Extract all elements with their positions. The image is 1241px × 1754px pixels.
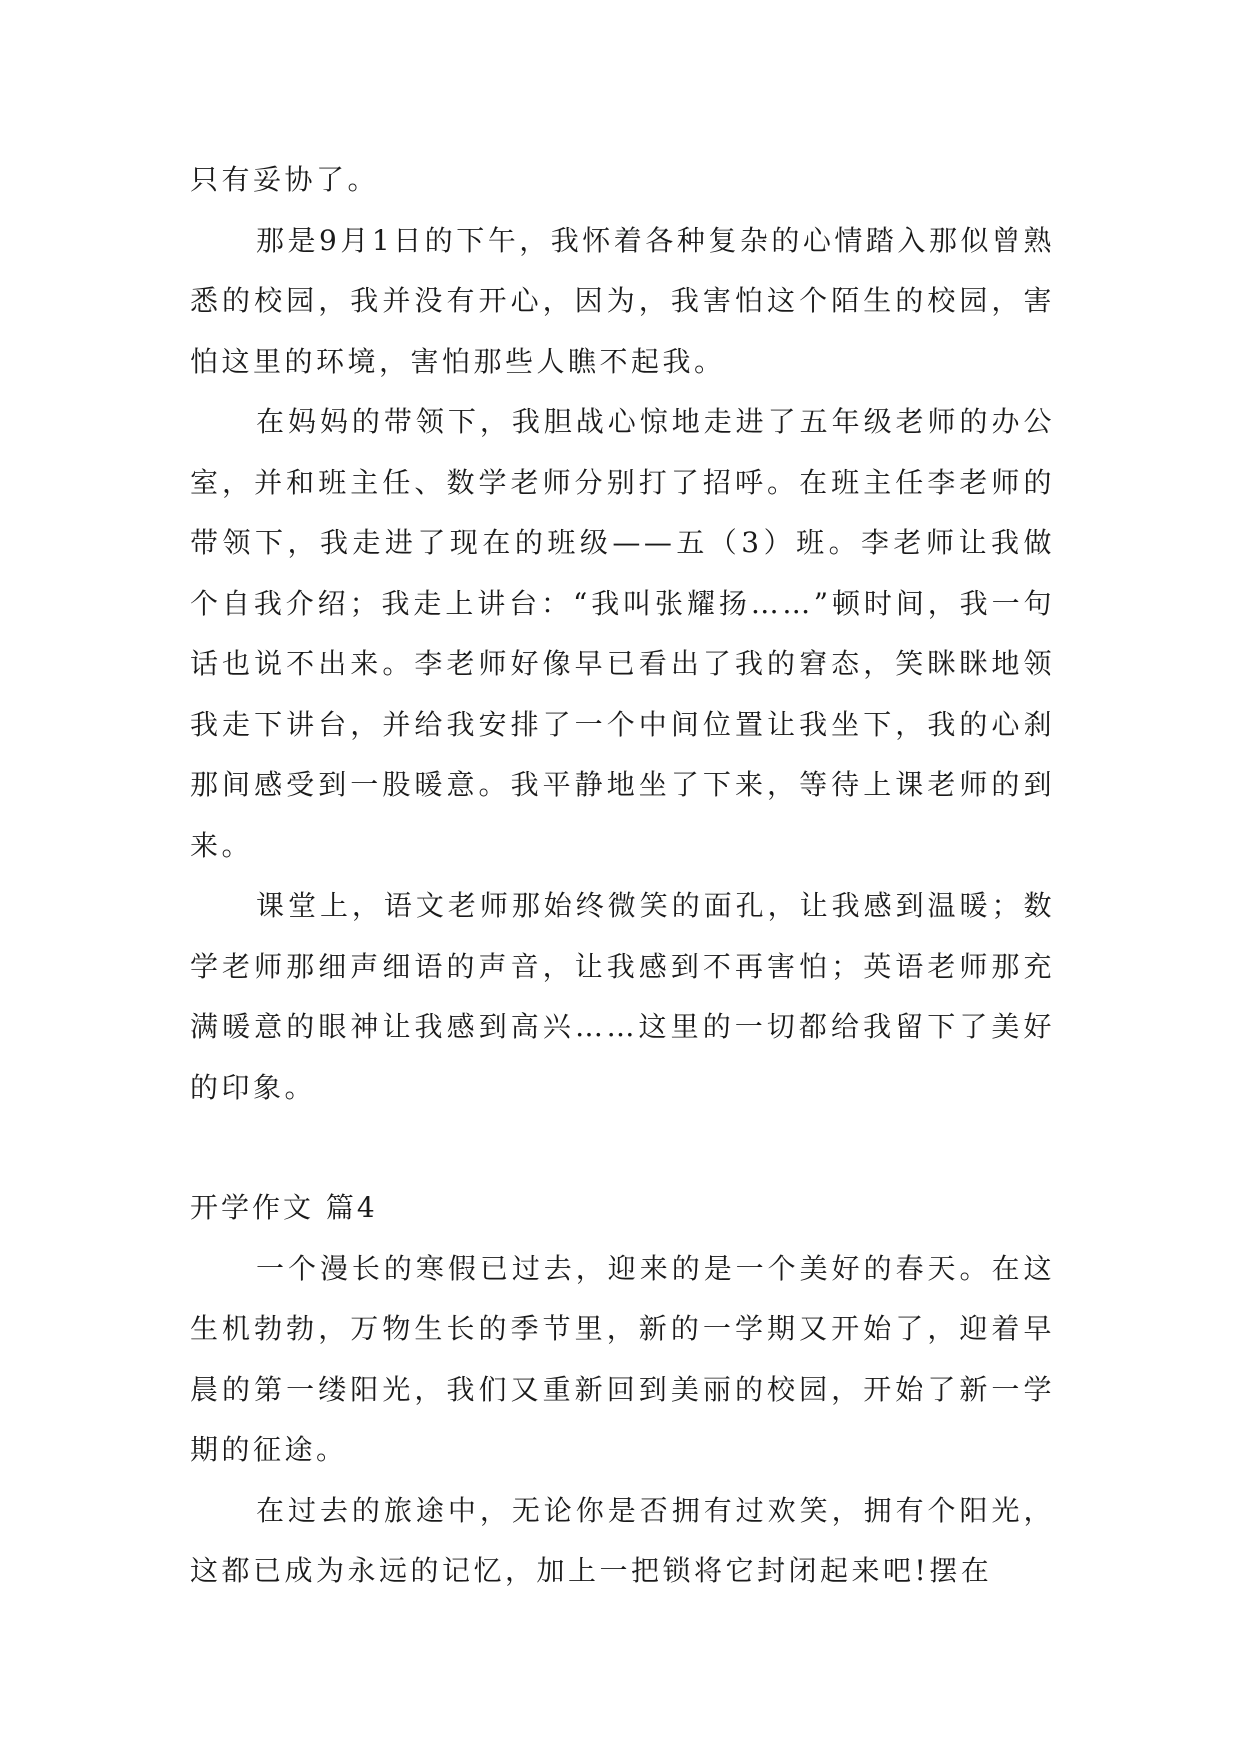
paragraph-teachers: 课堂上，语文老师那始终微笑的面孔，让我感到温暖；数学老师那细声细语的声音，让我感到不再害怕；英语老师那充满暖意的眼神让我感到高兴……这里的一切都给我留下了美好的印象。	[190, 889, 1055, 1104]
paragraph-classroom: 在妈妈的带领下，我胆战心惊地走进了五年级老师的办公室，并和班主任、数学老师分别打了招呼。在班主任李老师的带领下，我走进了现在的班级——五（3）班。李老师让我做个自我介绍；我走上讲台：“我叫张耀扬……”顿时间，我一句话也说不出来。李老师好像早已看出了我的窘态，笑眯眯地领我走下讲台，并给我安排了一个中间位置让我坐下，我的心刹那间感受到一股暖意。我平静地坐了下来，等待上课老师的到来。	[190, 405, 1055, 862]
section-heading: 开学作文 篇4	[190, 1191, 378, 1224]
document-page	[190, 150, 1055, 1602]
paragraph-past-journey: 在过去的旅途中，无论你是否拥有过欢笑，拥有个阳光，这都已成为永远的记忆，加上一把锁将它封闭起来吧!摆在	[190, 1493, 1055, 1587]
paragraph-arrival: 那是9月1日的下午，我怀着各种复杂的心情踏入那似曾熟悉的校园，我并没有开心，因为，我害怕这个陌生的校园，害怕这里的环境，害怕那些人瞧不起我。	[190, 223, 1055, 378]
paragraph-new-term: 一个漫长的寒假已过去，迎来的是一个美好的春天。在这生机勃勃，万物生长的季节里，新的一学期又开始了，迎着早晨的第一缕阳光，我们又重新回到美丽的校园，开始了新一学期的征途。	[190, 1251, 1055, 1466]
continuation-line: 只有妥协了。	[190, 163, 380, 196]
